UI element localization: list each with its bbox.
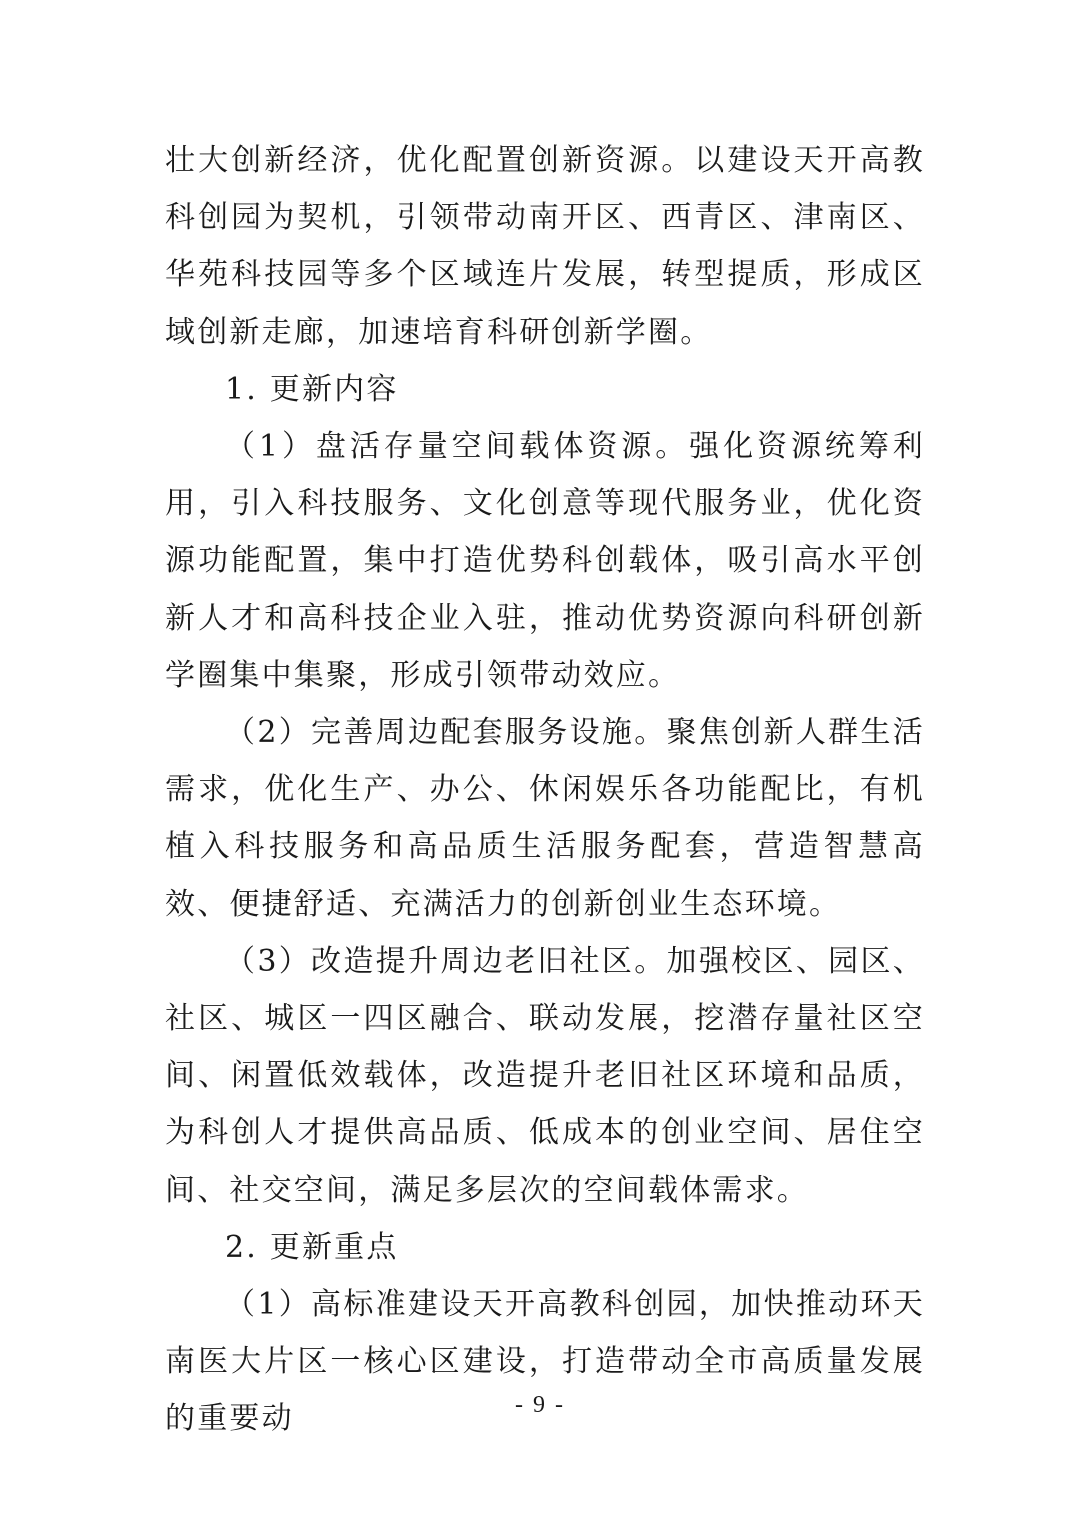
- section-heading-update-focus: 2. 更新重点: [225, 1229, 399, 1265]
- paragraph-item-3: （3）改造提升周边老旧社区。加强校区、园区、社区、城区一四区融合、联动发展，挖潜存量社区空间、闲置低效载体，改造提升老旧社区环境和品质，为科创人才提供高品质、低成本的创业空间、居住空间、社交空间，满足多层次的空间载体需求。: [165, 943, 925, 1208]
- paragraph-item-2: （2）完善周边配套服务设施。聚焦创新人群生活需求，优化生产、办公、休闲娱乐各功能配比，有机植入科技服务和高品质生活服务配套，营造智慧高效、便捷舒适、充满活力的创新创业生态环境。: [165, 715, 925, 922]
- body-text: [165, 132, 925, 1448]
- paragraph-item-1: （1）盘活存量空间载体资源。强化资源统筹利用，引入科技服务、文化创意等现代服务业，优化资源功能配置，集中打造优势科创载体，吸引高水平创新人才和高科技企业入驻，推动优势资源向科研创新学圈集中集聚，形成引领带动效应。: [165, 429, 925, 693]
- paragraph-focus-item-1: （1）高标准建设天开高教科创园，加快推动环天南医大片区一核心区建设，打造带动全市高质量发展的重要动: [165, 1287, 925, 1437]
- section-heading-update-content: 1. 更新内容: [225, 371, 399, 407]
- page-number: - 9 -: [515, 1392, 565, 1418]
- paragraph-continuation: 壮大创新经济，优化配置创新资源。以建设天开高教科创园为契机，引领带动南开区、西青区、津南区、华苑科技园等多个区域连片发展，转型提质，形成区域创新走廊，加速培育科研创新学圈。: [165, 143, 925, 350]
